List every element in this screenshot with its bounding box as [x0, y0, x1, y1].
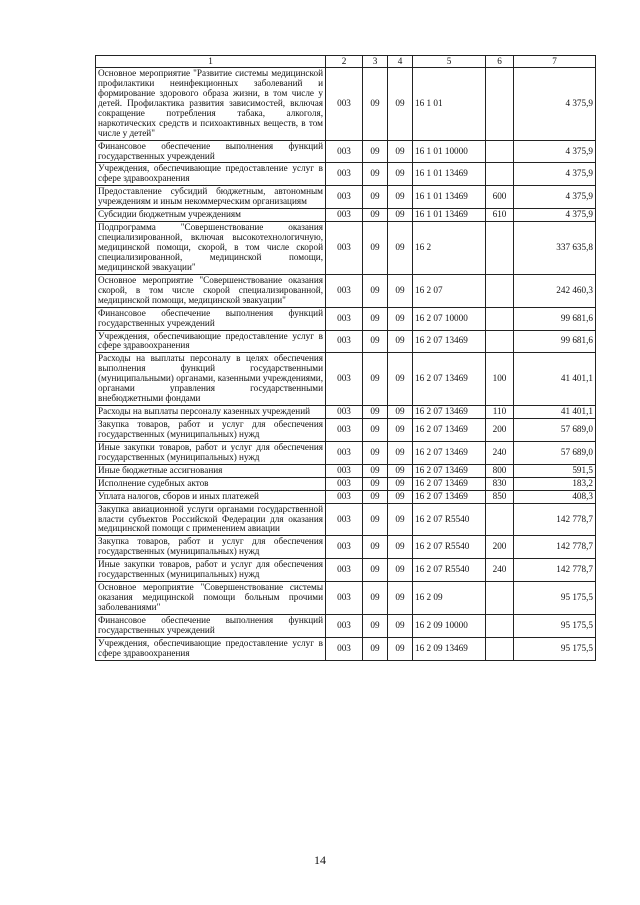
row-name-cell: Исполнение судебных актов [96, 477, 326, 490]
table-row [96, 209, 596, 222]
table-row [96, 637, 596, 660]
row-amount-cell: 337 635,8 [514, 222, 596, 275]
row-name-cell: Учреждения, обеспечивающие предоставление услуг в сфере здравоохранения [96, 637, 326, 660]
row-name-cell: Иные бюджетные ассигнования [96, 464, 326, 477]
table-row [96, 406, 596, 419]
row-subsection-cell: 09 [388, 559, 413, 582]
row-subsection-cell: 09 [388, 503, 413, 536]
col-header-ministry: 2 [326, 56, 363, 68]
row-name-cell: Иные закупки товаров, работ и услуг для обеспечения государственных (муниципальных) нужд [96, 559, 326, 582]
table-row [96, 186, 596, 209]
row-expense-type-cell: 100 [486, 353, 514, 406]
row-amount-cell: 95 175,5 [514, 582, 596, 615]
row-section-cell: 09 [363, 490, 388, 503]
row-section-cell: 09 [363, 406, 388, 419]
row-name-cell: Основное мероприятие "Совершенствование оказания скорой, в том числе скорой специализированной, медицинской помощи, медицинской эвакуации" [96, 274, 326, 307]
row-target-article-cell: 16 2 07 13469 [413, 464, 486, 477]
row-amount-cell: 591,5 [514, 464, 596, 477]
table-row [96, 559, 596, 582]
page-number: 14 [314, 853, 326, 867]
row-amount-cell: 57 689,0 [514, 441, 596, 464]
row-expense-type-cell [486, 503, 514, 536]
row-ministry-cell: 003 [326, 503, 363, 536]
row-amount-cell: 408,3 [514, 490, 596, 503]
row-target-article-cell: 16 1 01 10000 [413, 140, 486, 163]
row-name-cell: Финансовое обеспечение выполнения функций государственных учреждений [96, 614, 326, 637]
row-amount-cell: 142 778,7 [514, 503, 596, 536]
table-row [96, 330, 596, 353]
row-target-article-cell: 16 2 07 R5540 [413, 503, 486, 536]
row-amount-cell: 183,2 [514, 477, 596, 490]
row-section-cell: 09 [363, 614, 388, 637]
row-ministry-cell: 003 [326, 559, 363, 582]
row-target-article-cell: 16 2 07 13469 [413, 477, 486, 490]
table-row [96, 503, 596, 536]
table-row [96, 614, 596, 637]
row-subsection-cell: 09 [388, 637, 413, 660]
row-ministry-cell: 003 [326, 614, 363, 637]
row-expense-type-cell [486, 68, 514, 141]
row-subsection-cell: 09 [388, 209, 413, 222]
row-name-cell: Учреждения, обеспечивающие предоставление услуг в сфере здравоохранения [96, 330, 326, 353]
row-section-cell: 09 [363, 307, 388, 330]
row-target-article-cell: 16 1 01 13469 [413, 163, 486, 186]
row-expense-type-cell: 800 [486, 464, 514, 477]
row-subsection-cell: 09 [388, 307, 413, 330]
row-name-cell: Закупка авиационной услуги органами государственной власти субъектов Российской Федерации для оказания медицинской помощи с применением авиации [96, 503, 326, 536]
row-expense-type-cell: 850 [486, 490, 514, 503]
row-expense-type-cell [486, 614, 514, 637]
row-name-cell: Предоставление субсидий бюджетным, автономным учреждениям и иным некоммерческим организациям [96, 186, 326, 209]
row-target-article-cell: 16 2 07 13469 [413, 419, 486, 442]
row-name-cell: Иные закупки товаров, работ и услуг для обеспечения государственных (муниципальных) нужд [96, 441, 326, 464]
row-target-article-cell: 16 2 07 13469 [413, 441, 486, 464]
row-ministry-cell: 003 [326, 307, 363, 330]
row-amount-cell: 41 401,1 [514, 406, 596, 419]
row-subsection-cell: 09 [388, 490, 413, 503]
row-ministry-cell: 003 [326, 406, 363, 419]
table-row [96, 140, 596, 163]
row-amount-cell: 95 175,5 [514, 637, 596, 660]
row-target-article-cell: 16 1 01 13469 [413, 186, 486, 209]
row-amount-cell: 142 778,7 [514, 559, 596, 582]
row-ministry-cell: 003 [326, 68, 363, 141]
row-subsection-cell: 09 [388, 536, 413, 559]
row-name-cell: Уплата налогов, сборов и иных платежей [96, 490, 326, 503]
row-name-cell: Основное мероприятие "Развитие системы медицинской профилактики неинфекционных заболеваний и формирование здорового образа жизни, в том числе у детей. Профилактика развития зависимостей, включая сокращение потребления табака, алкоголя, наркотических средств и психоактивных веществ, в том числе у детей" [96, 68, 326, 141]
row-section-cell: 09 [363, 186, 388, 209]
table-row [96, 582, 596, 615]
row-expense-type-cell: 830 [486, 477, 514, 490]
row-name-cell: Финансовое обеспечение выполнения функций государственных учреждений [96, 307, 326, 330]
row-target-article-cell: 16 1 01 13469 [413, 209, 486, 222]
table-row [96, 490, 596, 503]
row-expense-type-cell [486, 637, 514, 660]
row-section-cell: 09 [363, 209, 388, 222]
row-ministry-cell: 003 [326, 490, 363, 503]
row-subsection-cell: 09 [388, 406, 413, 419]
col-header-target-article: 5 [413, 56, 486, 68]
row-section-cell: 09 [363, 68, 388, 141]
row-subsection-cell: 09 [388, 163, 413, 186]
row-subsection-cell: 09 [388, 582, 413, 615]
row-expense-type-cell [486, 307, 514, 330]
row-subsection-cell: 09 [388, 68, 413, 141]
row-section-cell: 09 [363, 222, 388, 275]
row-expense-type-cell: 200 [486, 536, 514, 559]
row-expense-type-cell: 200 [486, 419, 514, 442]
row-ministry-cell: 003 [326, 330, 363, 353]
row-section-cell: 09 [363, 464, 388, 477]
row-expense-type-cell: 240 [486, 441, 514, 464]
row-section-cell: 09 [363, 503, 388, 536]
row-target-article-cell: 16 2 07 13469 [413, 330, 486, 353]
row-subsection-cell: 09 [388, 140, 413, 163]
row-ministry-cell: 003 [326, 163, 363, 186]
row-target-article-cell: 16 2 09 10000 [413, 614, 486, 637]
row-name-cell: Закупка товаров, работ и услуг для обеспечения государственных (муниципальных) нужд [96, 536, 326, 559]
row-name-cell: Закупка товаров, работ и услуг для обеспечения государственных (муниципальных) нужд [96, 419, 326, 442]
row-name-cell: Основное мероприятие "Совершенствование системы оказания медицинской помощи больным прочими заболеваниями" [96, 582, 326, 615]
row-name-cell: Учреждения, обеспечивающие предоставление услуг в сфере здравоохранения [96, 163, 326, 186]
row-amount-cell: 4 375,9 [514, 140, 596, 163]
row-subsection-cell: 09 [388, 464, 413, 477]
row-amount-cell: 57 689,0 [514, 419, 596, 442]
row-amount-cell: 4 375,9 [514, 163, 596, 186]
row-expense-type-cell [486, 222, 514, 275]
row-name-cell: Финансовое обеспечение выполнения функций государственных учреждений [96, 140, 326, 163]
row-subsection-cell: 09 [388, 222, 413, 275]
row-ministry-cell: 003 [326, 353, 363, 406]
row-expense-type-cell: 110 [486, 406, 514, 419]
row-section-cell: 09 [363, 330, 388, 353]
row-ministry-cell: 003 [326, 140, 363, 163]
row-amount-cell: 95 175,5 [514, 614, 596, 637]
table-row [96, 163, 596, 186]
col-header-amount: 7 [514, 56, 596, 68]
table-row [96, 536, 596, 559]
row-subsection-cell: 09 [388, 441, 413, 464]
row-target-article-cell: 16 2 07 R5540 [413, 559, 486, 582]
row-ministry-cell: 003 [326, 464, 363, 477]
row-target-article-cell: 16 2 09 [413, 582, 486, 615]
table-row [96, 307, 596, 330]
table-row [96, 441, 596, 464]
row-name-cell: Расходы на выплаты персоналу в целях обеспечения выполнения функций государственными (муниципальными) органами, казенными учреждениями, органами управления государственными внебюджетными фондами [96, 353, 326, 406]
row-target-article-cell: 16 2 [413, 222, 486, 275]
row-section-cell: 09 [363, 353, 388, 406]
budget-table [95, 55, 596, 661]
row-expense-type-cell [486, 163, 514, 186]
row-subsection-cell: 09 [388, 274, 413, 307]
row-ministry-cell: 003 [326, 637, 363, 660]
row-target-article-cell: 16 2 07 10000 [413, 307, 486, 330]
table-row [96, 274, 596, 307]
row-subsection-cell: 09 [388, 614, 413, 637]
row-name-cell: Субсидии бюджетным учреждениям [96, 209, 326, 222]
row-ministry-cell: 003 [326, 582, 363, 615]
document-page [95, 55, 595, 661]
row-name-cell: Подпрограмма "Совершенствование оказания специализированной, включая высокотехнологичную, медицинской помощи, скорой, в том числе скорой специализированной, медицинской помощи, медицинской эвакуации" [96, 222, 326, 275]
col-header-section: 3 [363, 56, 388, 68]
row-ministry-cell: 003 [326, 186, 363, 209]
row-name-cell: Расходы на выплаты персоналу казенных учреждений [96, 406, 326, 419]
row-section-cell: 09 [363, 274, 388, 307]
row-section-cell: 09 [363, 163, 388, 186]
row-amount-cell: 4 375,9 [514, 209, 596, 222]
row-expense-type-cell [486, 330, 514, 353]
row-expense-type-cell [486, 582, 514, 615]
row-subsection-cell: 09 [388, 419, 413, 442]
row-amount-cell: 99 681,6 [514, 330, 596, 353]
row-expense-type-cell [486, 274, 514, 307]
row-expense-type-cell: 610 [486, 209, 514, 222]
table-body [96, 68, 596, 661]
row-ministry-cell: 003 [326, 209, 363, 222]
header-row [96, 56, 596, 68]
row-subsection-cell: 09 [388, 186, 413, 209]
row-expense-type-cell: 600 [486, 186, 514, 209]
row-expense-type-cell [486, 140, 514, 163]
row-section-cell: 09 [363, 582, 388, 615]
row-amount-cell: 242 460,3 [514, 274, 596, 307]
row-target-article-cell: 16 2 07 R5540 [413, 536, 486, 559]
row-ministry-cell: 003 [326, 274, 363, 307]
row-section-cell: 09 [363, 477, 388, 490]
table-row [96, 222, 596, 275]
table-row [96, 477, 596, 490]
row-amount-cell: 41 401,1 [514, 353, 596, 406]
row-amount-cell: 99 681,6 [514, 307, 596, 330]
row-target-article-cell: 16 2 07 13469 [413, 490, 486, 503]
row-expense-type-cell: 240 [486, 559, 514, 582]
row-section-cell: 09 [363, 140, 388, 163]
row-section-cell: 09 [363, 559, 388, 582]
table-row [96, 464, 596, 477]
row-section-cell: 09 [363, 441, 388, 464]
row-target-article-cell: 16 2 07 13469 [413, 353, 486, 406]
row-amount-cell: 4 375,9 [514, 186, 596, 209]
row-subsection-cell: 09 [388, 353, 413, 406]
col-header-subsection: 4 [388, 56, 413, 68]
row-section-cell: 09 [363, 637, 388, 660]
col-header-name: 1 [96, 56, 326, 68]
row-ministry-cell: 003 [326, 441, 363, 464]
row-target-article-cell: 16 1 01 [413, 68, 486, 141]
table-row [96, 419, 596, 442]
row-ministry-cell: 003 [326, 419, 363, 442]
row-ministry-cell: 003 [326, 536, 363, 559]
row-section-cell: 09 [363, 419, 388, 442]
row-target-article-cell: 16 2 09 13469 [413, 637, 486, 660]
row-target-article-cell: 16 2 07 13469 [413, 406, 486, 419]
table-row [96, 353, 596, 406]
row-target-article-cell: 16 2 07 [413, 274, 486, 307]
table-row [96, 68, 596, 141]
row-subsection-cell: 09 [388, 477, 413, 490]
row-section-cell: 09 [363, 536, 388, 559]
row-amount-cell: 142 778,7 [514, 536, 596, 559]
col-header-expense-type: 6 [486, 56, 514, 68]
row-ministry-cell: 003 [326, 477, 363, 490]
row-ministry-cell: 003 [326, 222, 363, 275]
row-amount-cell: 4 375,9 [514, 68, 596, 141]
row-subsection-cell: 09 [388, 330, 413, 353]
